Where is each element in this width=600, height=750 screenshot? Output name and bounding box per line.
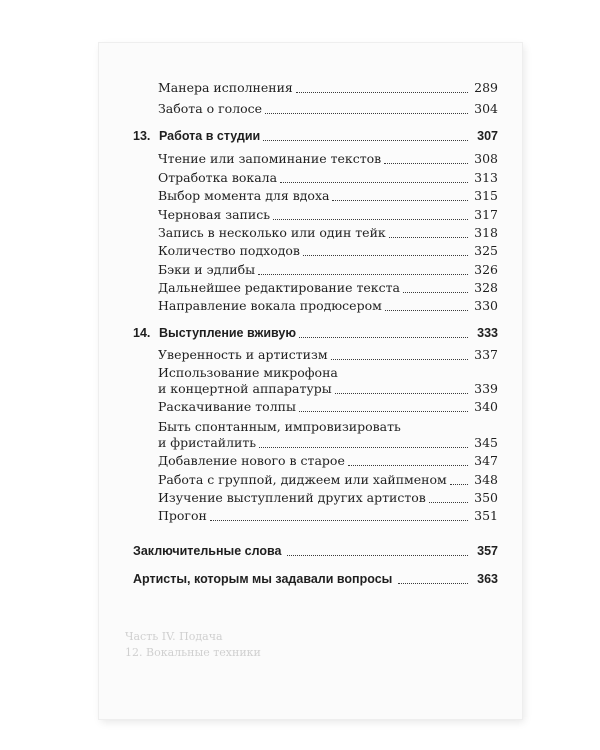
chapter-title: Артисты, которым мы задавали вопросы bbox=[133, 572, 393, 586]
toc-entry-title: Раскачивание толпы bbox=[158, 399, 296, 414]
toc-entry bbox=[158, 262, 498, 278]
toc-entry bbox=[158, 280, 498, 296]
leader-dots bbox=[287, 555, 468, 556]
toc-entry bbox=[158, 225, 498, 241]
toc-entry-page: 315 bbox=[474, 188, 498, 203]
leader-dots bbox=[258, 274, 468, 275]
toc-entry-page: 340 bbox=[474, 399, 498, 414]
toc-entry-title: Дальнейшее редактирование текста bbox=[158, 280, 400, 295]
leader-dots bbox=[299, 337, 468, 338]
toc-entry-page: 351 bbox=[474, 508, 498, 523]
chapter-number: 14. bbox=[133, 326, 151, 340]
toc-entry bbox=[158, 381, 498, 397]
toc-entry bbox=[158, 243, 498, 259]
toc-entry-page: 350 bbox=[474, 490, 498, 505]
toc-entry bbox=[158, 472, 498, 488]
toc-entry bbox=[158, 508, 498, 524]
leader-dots bbox=[385, 310, 468, 311]
toc-entry-page: 308 bbox=[474, 151, 498, 166]
show-through-text bbox=[125, 629, 425, 661]
toc-entry-title: Выбор момента для вдоха bbox=[158, 188, 330, 203]
toc-entry bbox=[158, 347, 498, 363]
toc-entry-page: 325 bbox=[474, 243, 498, 258]
toc-entry bbox=[158, 435, 498, 451]
toc-entry-title: Бэки и эдлибы bbox=[158, 262, 256, 277]
toc-entry bbox=[158, 453, 498, 469]
toc-entry-title: Работа с группой, диджеем или хайпменом bbox=[158, 472, 447, 487]
toc-entry-title-line1: Быть спонтанным, импровизировать bbox=[158, 419, 401, 434]
toc-entry-page: 289 bbox=[474, 80, 498, 95]
chapter-number: 13. bbox=[133, 129, 151, 143]
toc-entry bbox=[158, 170, 498, 186]
chapter-page: 363 bbox=[477, 572, 498, 586]
toc-entry-page: 318 bbox=[474, 225, 498, 240]
chapter-title: Заключительные слова bbox=[133, 544, 282, 558]
toc-entry-title: Прогон bbox=[158, 508, 207, 523]
toc-entry bbox=[158, 490, 498, 506]
ghost-line: 12. Вокальные техники bbox=[125, 646, 261, 659]
toc-entry bbox=[158, 80, 498, 96]
toc-entry-page: 328 bbox=[474, 280, 498, 295]
toc-entry-title: и концертной аппаратуры bbox=[158, 381, 332, 396]
toc-entry bbox=[158, 298, 498, 314]
leader-dots bbox=[273, 219, 468, 220]
toc-entry-page: 313 bbox=[474, 170, 498, 185]
leader-dots bbox=[384, 163, 468, 164]
toc-entry-page: 347 bbox=[474, 453, 498, 468]
toc-entry-page: 337 bbox=[474, 347, 498, 362]
leader-dots bbox=[332, 200, 468, 201]
leader-dots bbox=[296, 92, 468, 93]
toc-entry-page: 345 bbox=[474, 435, 498, 450]
toc-entry-title-line1: Использование микрофона bbox=[158, 365, 338, 380]
leader-dots bbox=[259, 447, 468, 448]
toc-entry-page: 348 bbox=[474, 472, 498, 487]
toc-entry bbox=[158, 207, 498, 223]
leader-dots bbox=[210, 520, 468, 521]
leader-dots bbox=[265, 113, 468, 114]
leader-dots bbox=[429, 502, 468, 503]
toc-entry-page: 339 bbox=[474, 381, 498, 396]
toc-entry-title: Уверенность и артистизм bbox=[158, 347, 328, 362]
leader-dots bbox=[403, 292, 468, 293]
toc-entry bbox=[158, 188, 498, 204]
toc-entry-title: Забота о голосе bbox=[158, 101, 263, 116]
chapter-page: 307 bbox=[477, 129, 498, 143]
toc-entry-title: Количество подходов bbox=[158, 243, 300, 258]
leader-dots bbox=[263, 140, 468, 141]
toc-entry-title: и фристайлить bbox=[158, 435, 257, 450]
leader-dots bbox=[280, 182, 468, 183]
toc-entry-title: Манера исполнения bbox=[158, 80, 293, 95]
chapter-page: 333 bbox=[477, 326, 498, 340]
toc-chapter bbox=[133, 543, 498, 559]
toc-entry-first-line bbox=[158, 419, 498, 435]
toc-entry-title: Черновая запись bbox=[158, 207, 271, 222]
ghost-line: Часть IV. Подача bbox=[125, 630, 223, 643]
toc-entry-title: Запись в несколько или один тейк bbox=[158, 225, 386, 240]
toc-entry-page: 330 bbox=[474, 298, 498, 313]
leader-dots bbox=[299, 411, 468, 412]
toc-entry-title: Добавление нового в старое bbox=[158, 453, 345, 468]
leader-dots bbox=[450, 484, 468, 485]
leader-dots bbox=[303, 255, 468, 256]
toc-entry-page: 317 bbox=[474, 207, 498, 222]
toc-entry bbox=[158, 101, 498, 117]
toc-entry-title: Изучение выступлений других артистов bbox=[158, 490, 426, 505]
leader-dots bbox=[331, 359, 468, 360]
toc-chapter bbox=[133, 571, 498, 587]
toc-chapter bbox=[133, 325, 498, 341]
chapter-title: Выступление вживую bbox=[159, 326, 297, 340]
toc-entry-first-line bbox=[158, 365, 498, 381]
toc-entry-title: Отработка вокала bbox=[158, 170, 278, 185]
chapter-page: 357 bbox=[477, 544, 498, 558]
leader-dots bbox=[335, 393, 468, 394]
toc-entry-title: Чтение или запоминание текстов bbox=[158, 151, 382, 166]
leader-dots bbox=[389, 237, 468, 238]
toc-entry-page: 326 bbox=[474, 262, 498, 277]
leader-dots bbox=[398, 583, 468, 584]
toc-entry-page: 304 bbox=[474, 101, 498, 116]
toc-entry bbox=[158, 399, 498, 415]
toc-chapter bbox=[133, 128, 498, 144]
leader-dots bbox=[348, 465, 468, 466]
toc-entry bbox=[158, 151, 498, 167]
chapter-title: Работа в студии bbox=[159, 129, 261, 143]
toc-entry-title: Направление вокала продюсером bbox=[158, 298, 382, 313]
